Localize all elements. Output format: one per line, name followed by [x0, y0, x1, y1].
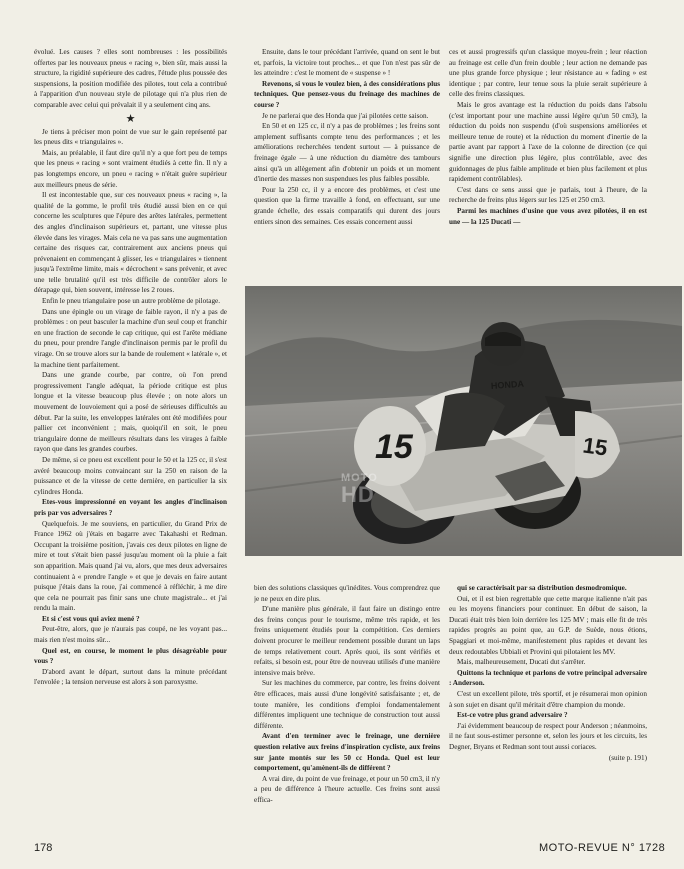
text-paragraph: (suite p. 191) [608, 753, 647, 762]
tank-brand-label: HONDA [490, 378, 525, 391]
text-paragraph: Mais, malheureusement, Ducati dut s'arrêter. [457, 658, 586, 667]
watermark-top: MOTO [341, 472, 378, 484]
text-paragraph: Oui, et il est bien regrettable que cette marque italienne n'ait pas eu les moyens financiers pour continuer. En début de saison, la Ducati était très bien loin derrière les 125 MV ; mais elle fit de très rapides progrès au point que, au G.P. de Suède, nous étions, Spaggiari et moi-même, manifestement plus rapides et devant les deux redoutables Ubbiali et Provini qui pilotaient les MV. [449, 594, 647, 656]
question-paragraph: Quel est, en course, le moment le plus désagréable pour vous ? [34, 646, 227, 666]
text-paragraph: J'ai évidemment beaucoup de respect pour Anderson ; néanmoins, il ne faut sous-estimer personne et, selon les jours et les circuits, les Degner, Bryans et Redman sont tout aussi coriaces. [449, 721, 647, 751]
question-paragraph: Et si c'est vous qui aviez mené ? [42, 614, 140, 623]
text-paragraph: évolué. Les causes ? elles sont nombreuses : les possibilités offertes par les nouveaux pneus « racing », bien sûr, mais aussi la structure, la rigidité supérieure des cadres, l'étude plus poussée des suspensions, la position modifiée des pilotes, tout cela a contribué à l'apparition d'un nouveau style de pilotage qui n'a plus rien de comparable avec celui qui prévalait il y a seulement cinq ans. [34, 48, 227, 109]
text-paragraph: Mais le gros avantage est la réduction du poids dans l'absolu (c'est important pour une machine aussi légère qu'un 50 cm3), la réduction du poids non suspendu (d'où suspensions améliorées et meilleure tenue de route) et la réduction du moment d'inertie de la partie avant par rapport à l'axe de la colonne de direction (ce qui signifie une direction plus légère, plus contrôlable, avec des guidonnages de plus faible amplitude et bien plus facilement et plus rapidement contrôlables). [449, 100, 647, 184]
text-paragraph: ★ [125, 112, 136, 125]
motorcycle-rider-image [245, 286, 682, 556]
text-paragraph: Quelquefois. Je me souviens, en particulier, du Grand Prix de France 1962 où j'étais en bagarre avec Takahashi et Redman. Occupant la troisième position, j'avais ces deux pilotes en ligne de mire et tout s'était bien passé jusqu'au moment où la pluie a fait son apparition. Mais quand j'ai vu, alors, que mes deux adversaires continuaient à « prendre l'angle » et que je devais en faire autant puisque j'étais dans la roue, j'ai commencé à réfléchir, à me dire que cela ne pourrait pas finir sans une chute magistrale... et j'ai rendu la main. [34, 519, 227, 613]
text-paragraph: Dans une épingle ou un virage de faible rayon, il n'y a pas de problèmes : on peut basculer la machine d'un seul coup et franchir en une fraction de seconde le cap critique, qui est l'arête médiane du pneu, pour prendre l'angle d'inclinaison permis par le profil du virage. On se trouve alors sur la bande de roulement « latérale », et la machine tient parfaitement. [34, 307, 227, 369]
racing-photo [245, 286, 682, 556]
text-paragraph: Peut-être, alors, que je n'aurais pas coupé, ne les voyant pas... mais rien n'est moins sûr... [34, 625, 227, 645]
text-column-3-bottom [449, 583, 647, 838]
front-race-number: 15 [375, 428, 413, 466]
question-paragraph: qui se caractérisait par sa distribution desmodromique. [457, 584, 627, 592]
question-paragraph: Quittons la technique et parlons de votre principal adversaire : Anderson. [449, 668, 647, 688]
text-paragraph: D'abord avant le départ, surtout dans la minute précédant l'envolée ; la tension nerveuse est alors à son paroxysme. [34, 667, 227, 687]
text-column-2-bottom [254, 583, 440, 838]
text-paragraph: Pour la 250 cc, il y a encore des problèmes, et c'est une question que la firme travaille à fond, en effectuant, sur une grande échelle, des essais comparatifs qui durent des jours entiers sinon des semaines. Ces essais concernent aussi [254, 185, 440, 226]
text-paragraph: Dans une grande courbe, par contre, où l'on prend progressivement l'angle adéquat, la période critique est plus longue et la vitesse beaucoup plus élevée ; on note alors un mouvement de louvoiement qui a posé de sérieuses difficultés au début. Par la suite, les enveloppes latérales ont été modifiées pour pallier cet inconvénient ; mais, quoiqu'il en soit, le pneu triangulaire donne de meilleurs résultats dans les virages à faible rayon que dans les grandes courbes. [34, 371, 227, 454]
question-paragraph: Avant d'en terminer avec le freinage, une dernière question relative aux freins d'inspiration cycliste, aux freins sur jante montés sur les 50 cc Honda. Quel est leur comportement, qu'amènent-ils de différent ? [254, 732, 440, 773]
page-footer [34, 840, 684, 862]
text-paragraph: Je ne parlerai que des Honda que j'ai pilotées cette saison. [262, 111, 429, 120]
text-paragraph: Mais, au préalable, il faut dire qu'il n'y a que fort peu de temps que les pneus « racing » sont vraiment étudiés à cette fin. Il n'y a pas longtemps encore, un pneu « racing » n'était guère supérieur aux meilleurs pneus de série. [34, 148, 227, 189]
text-paragraph: Il est incontestable que, sur ces nouveaux pneus « racing », la qualité de la gomme, le profil très étudié aussi bien en ce qui concerne les sculptures que l'épure des arêtes latérales, permettent des angles d'inclinaison supérieurs et, partant, une vitesse plus élevée dans les virages. Mais cela ne va pas sans une augmentation certaine des risques car, contrairement aux anciens pneus qui prévenaient en commençant à glisser, les « triangulaires » tiennent jusqu'à l'extrême limite, mais « décrochent » sans prévenir, et avec une telle brutalité qu'il est très difficile de contrôler alors le dérapage qui, bien souvent, intéresse les 2 roues. [34, 191, 227, 295]
text-paragraph: C'est un excellent pilote, très sportif, et je résumerai mon opinion à son sujet en disant qu'il méritait d'être champion du monde. [449, 689, 647, 709]
side-race-number: 15 [581, 432, 610, 461]
text-paragraph: De même, si ce pneu est excellent pour le 50 et la 125 cc, il s'est avéré beaucoup moins convaincant sur la 250 en raison de la puissance et de la vitesse de cette dernière, en particulier la six cylindres Honda. [34, 455, 227, 496]
text-paragraph: En 50 et en 125 cc, il n'y a pas de problèmes ; les freins sont amplement suffisants compte tenu des performances ; et les améliorations recherchées tendent surtout — à puissance de freinage égale — à une réduction du diamètre des tambours ainsi qu'à un allègement afin d'obtenir un poids et un moment d'inertie des masses non suspendues les plus faibles possible. [254, 122, 440, 184]
text-paragraph: C'est dans ce sens aussi que je parlais, tout à l'heure, de la recherche de freins plus légers sur les 125 et 250 cm3. [449, 185, 647, 205]
watermark-bottom: HD [341, 482, 375, 507]
magazine-issue: MOTO-REVUE N° 1728 [539, 842, 666, 854]
text-paragraph: bien des solutions classiques qu'inédites. Vous comprendrez que je ne peux en dire plus. [254, 584, 440, 603]
text-paragraph: Je tiens à préciser mon point de vue sur le gain représenté par les pneus dits « triangulaires ». [34, 127, 227, 147]
question-paragraph: Revenons, si vous le voulez bien, à des considérations plus techniques. Que pensez-vous du freinage des machines de course ? [254, 79, 440, 109]
text-paragraph: Enfin le pneu triangulaire pose un autre problème de pilotage. [42, 297, 221, 306]
text-column-1 [34, 47, 227, 837]
text-column-2-top [254, 47, 440, 284]
text-column-3-top [449, 47, 647, 284]
question-paragraph: Etes-vous impressionné en voyant les angles d'inclinaison pris par vos adversaires ? [34, 498, 227, 517]
text-paragraph: Ensuite, dans le tour précédant l'arrivée, quand on sent le but et, parfois, la victoire tout proches... et que l'on n'est pas sûr de les atteindre : c'est le moment de « suspense » ! [254, 48, 440, 78]
question-paragraph: Est-ce votre plus grand adversaire ? [457, 711, 568, 720]
text-paragraph: Sur les machines du commerce, par contre, les freins doivent être efficaces, mais aussi d'une longévité satisfaisante ; et, de toute manière, les conditions d'emploi fondamentalement différentes impliquent une technique de construction tout aussi différente. [254, 679, 440, 730]
text-paragraph: A vrai dire, du point de vue freinage, et pour un 50 cm3, il n'y a peu de différence à l'heure actuelle. Ces freins sont aussi effica- [254, 774, 440, 804]
question-paragraph: Parmi les machines d'usine que vous avez pilotées, il en est une — la 125 Ducati — [449, 206, 647, 226]
page-number: 178 [34, 842, 53, 854]
watermark [341, 472, 378, 508]
text-paragraph: D'une manière plus générale, il faut faire un distingo entre des freins conçus pour le tourisme, même très rapide, et les freins uniquement étudiés pour la compétition. Ces derniers doivent procurer le meilleur rendement possible durant un laps de temps relativement court. Après quoi, ils sont vérifiés et refaits, si besoin est, pour être de nouveau utilisés d'une manière intensive mais brève. [254, 605, 440, 677]
text-paragraph: ces et aussi progressifs qu'un classique moyeu-frein ; leur réaction au freinage est celle d'un frein double ; leur action ne demande pas une plus grande force physique ; leur résistance au « fading » est identique ; par contre, leur tenue sous la pluie serait supérieure à celle des freins classiques. [449, 48, 647, 99]
